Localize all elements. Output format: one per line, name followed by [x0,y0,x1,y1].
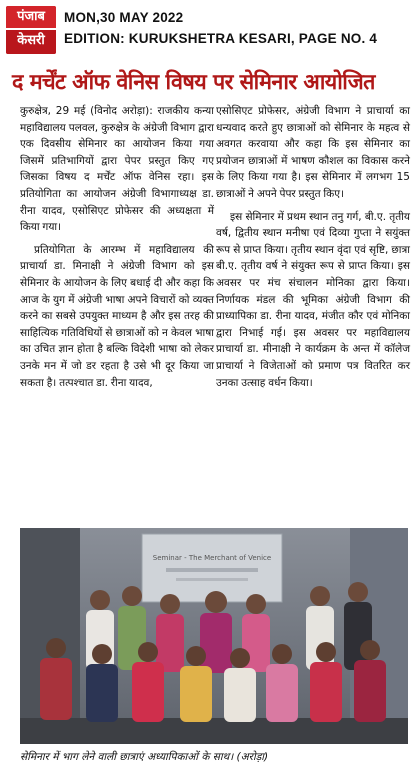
group-photo [20,528,408,744]
edition-info: EDITION: KURUKSHETRA KESARI, PAGE NO. 4 [64,31,378,46]
group-photo-illustration [20,528,408,744]
edition-date: MON,30 MAY 2022 [64,10,184,25]
masthead [0,0,418,60]
screen-banner-text: Seminar - The Merchant of Venice [152,554,272,562]
article-paragraph: एसोसिएट प्रोफेसर, अंग्रेजी विभाग ने प्राचार्या का धन्यवाद करते हुए छात्राओं को सेमिनार के महत्व से अवगत करवाया और कहा कि इस सेमिनार का प्रयोजन छात्राओं में भाषण कौशल का विकास करने के लिए किया गया है। इस सेमिनार में लगभग 15 छात्राओं ने अपने पेपर प्रस्तुत किए। [216,105,410,200]
article-column-left [20,103,214,397]
article-paragraph: इस सेमिनार में प्रथम स्थान तनु गर्ग, बी.ए. तृतीय वर्ष, द्वितीय स्थान मनीषा एवं दिव्या गुप्ता ने सयुंक्त रूप से प्राप्त किया। तृतीय स्थान वृंदा एवं सृष्टि, छात्रा बी.ए. तृतीय वर्ष ने संयुक्त रूप से प्राप्त किया। इस अवसर पर मंच संचालन मोनिका द्वारा किया। निर्णायक मंडल की भूमिका अंग्रेजी विभाग की प्राध्यापिका डा. रीना यादव, मंजीत कौर एवं मोनिका द्वारा निभाई गई। इस अवसर पर महाविद्यालय प्राचार्या डा. मीनाक्षी ने कार्यक्रम के अन्त में कॉलेज प्राचार्या ने विजेताओं को प्रमाण पत्र वितरित कर उनका उत्साह वर्धन किया। [216,210,410,389]
logo-bottom-text: केसरी [6,30,56,54]
article-paragraph: प्रतियोगिता के आरम्भ में महाविद्यालय की प्राचार्या डा. मिनाक्षी ने अंग्रेजी विभाग को इस सेमिनार के आयोजन के लिए बधाई दी और कहा कि आज के युग में अंग्रेजी भाषा अपने विचारों को व्यक्त करने का सबसे उपयुक्त माध्यम है और इस तरह की साहित्यिक गतिविधियों से छात्राओं को न केवल भाषा का उचित ज्ञान होता है बल्कि विदेशी भाषा को लेकर उनके मन में जो डर रहता है उसे भी दूर किया जा सकता है। तत्पश्चात डा. रीना यादव, [20,243,214,389]
punjab-kesari-logo [6,6,56,54]
article-column-right [216,103,410,397]
article-headline: द मर्चेंट ऑफ वेनिस विषय पर सेमिनार आयोजित [12,70,375,95]
photo-caption: सेमिनार में भाग लेने वाली छात्राएं अध्यापिकाओं के साथ। (अरोड़ा) [20,751,269,763]
article-paragraph: कुरुक्षेत्र, 29 मई (विनोद अरोड़ा): राजकीय कन्या महाविद्यालय पलवल, कुरुक्षेत्र के अंग्रेजी विभाग द्वारा एक दिवसीय सेमिनार का आयोजन किया गया जिसमें प्रतिभागियों द्वारा पेपर प्रस्तुत किए गए जिसका विषय द मर्चेंट ऑफ वेनिस रहा। इस प्रतियोगिता का आयोजन अंग्रेजी विभागाध्यक्ष डा. रीना यादव, एसोसिएट प्रोफेसर की अध्यक्षता में किया गया। [20,105,214,234]
logo-top-text: पंजाब [6,6,56,30]
